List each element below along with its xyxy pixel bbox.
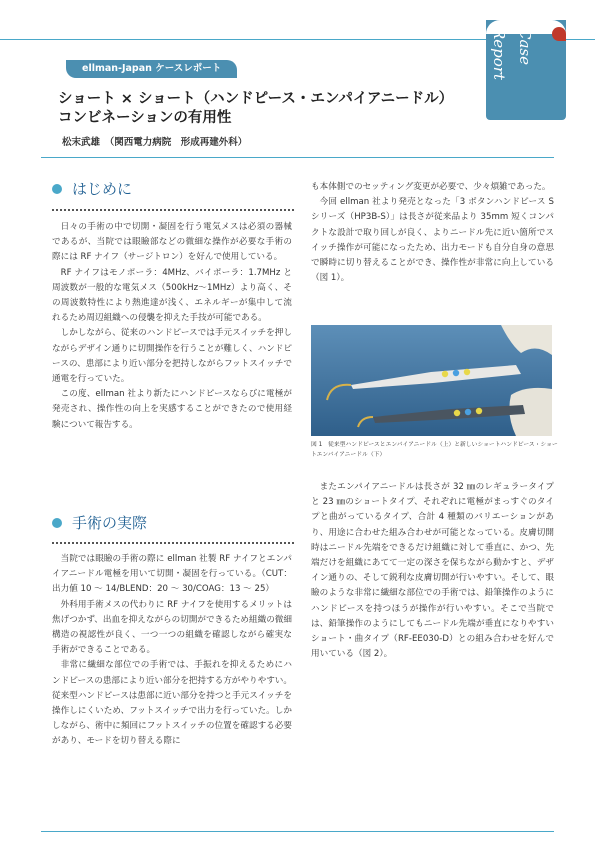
author-line: 松末武雄 （関西電力病院 形成再建外科） — [62, 137, 248, 148]
paragraph: またエンパイアニードルは長さが 32 ㎜のレギュラータイプと 23 ㎜のショートタイプ、それぞれに電極がまっすぐのタイプと曲がっているタイプ、合計 4 種類のバリエーションがあり、用途に合わせた組み合わせが可能となっている。皮膚切開時はニードル先端をできるだけ組織に対して垂直に、かつ、先端だけを組織にあてて一定の深さを保ちながら動かすと、デザイン通りの、そして鋭利な皮膚切開が行いやすい。そして、眼瞼のような非常に繊細な部位での手術では、鉛筆操作のようにハンドピースを持つほうが操作が行いやすい。そこで当院では、鉛筆操作のようにしてもニードル先端が垂直になりやすいショート・曲タイプ（RF-EE030-D）との組み合わせを好んで用いている（図 2）。 — [311, 482, 554, 660]
dotted-divider — [52, 209, 294, 211]
footer-divider — [41, 831, 554, 832]
dotted-divider — [52, 542, 294, 544]
section-title: 手術の実際 — [72, 514, 148, 532]
tab-label-report: Report — [490, 28, 508, 81]
section-heading-intro — [52, 180, 132, 198]
button-blue — [453, 370, 459, 376]
heading-bullet-icon — [52, 184, 62, 194]
intro-body — [52, 220, 292, 433]
section-title: はじめに — [72, 180, 133, 198]
button-yellow — [442, 371, 448, 377]
paragraph: 外科用手術メスの代わりに RF ナイフを使用するメリットは焦げつかず、出血を抑えながらの切開ができるため組織の微細構造の視認性が良く、一つ一つの組織を確認しながら確実な手術ができることである。 — [52, 599, 292, 656]
series-badge: ellman-Japan ケースレポート — [66, 60, 237, 78]
paragraph: しかしながら、従来のハンドピースでは手元スイッチを押しながらデザイン通りに切開操作を行うことが難しく、ハンドピースの、患部により近い部分を把持しながらフットスイッチで通電を行っていた。 — [52, 328, 292, 385]
handpiece-illustration — [311, 325, 552, 436]
paragraph: 当院では眼瞼の手術の際に ellman 社製 RF ナイフとエンパイアニードル電極を用いて切開・凝固を行っている。（CUT：出力値 10 ～ 14/BLEND：20 ～ 30/COAG：13 ～ 25） — [52, 554, 292, 595]
figure-1-caption: 図 1 従来型ハンドピースとエンパイアニードル（上）と新しいショートハンドピース・ショートエンパイアニードル（下） — [311, 442, 558, 458]
button-yellow — [476, 408, 482, 414]
paragraph: 日々の手術の中で切開・凝固を行う電気メスは必須の器械であるが、当院では眼瞼部などの微細な操作が必要な手術の際には RF ナイフ（サージトロン）を好んで使用している。 — [52, 222, 292, 263]
paragraph: 今回 ellman 社より発売となった「3 ボタンハンドピース S シリーズ（HP3B-S）」は長さが従来品より 35mm 短くコンパクトな設計で取り回しが良く、よりニードル先に近い箇所でスイッチ操作が可能になったため、出力モードも自分自身の意思で瞬時に切り替えることができ、操作性が非常に向上している（図 1）。 — [311, 197, 554, 284]
header-divider — [41, 157, 554, 158]
heading-bullet-icon — [52, 518, 62, 528]
right-bottom-body — [311, 480, 554, 662]
button-yellow — [454, 410, 460, 416]
paragraph: 非常に繊細な部位での手術では、手振れを抑えるためにハンドピースの患部により近い部分を把持する方がやりやすい。従来型ハンドピースは患部に近い部分を持つと手元スイッチを操作しにくいため、フットスイッチで出力を行っていた。しかしながら、術中に頻回にフットスイッチの位置を確認する必要があり、モードを切り替える際に — [52, 660, 292, 747]
title-line-2: コンビネーションの有用性 — [58, 110, 232, 126]
button-yellow — [464, 369, 470, 375]
right-top-body — [311, 180, 554, 286]
tab-label-case: Case — [516, 28, 534, 65]
paragraph: この度、ellman 社より新たにハンドピースならびに電極が発売され、操作性の向上を実感することができたので使用経験について報告する。 — [52, 389, 292, 430]
paragraph: RF ナイフはモノポーラ：4MHz、バイポーラ：1.7MHz と周波数が一般的な電気メス（500kHz～1MHz）より高く、その周波数特性により熱進達が浅く、エネルギーが集中して流れるため周辺組織への侵襲を抑えた手技が可能である。 — [52, 267, 292, 324]
title-line-1: ショート × ショート（ハンドピース・エンパイアニードル） — [58, 91, 454, 107]
paragraph: も本体側でのセッティング変更が必要で、少々煩雑であった。 — [311, 182, 551, 192]
button-blue — [465, 409, 471, 415]
article-title — [58, 90, 488, 128]
practice-body — [52, 552, 292, 750]
figure-1-photo — [311, 325, 552, 436]
red-corner-mark — [552, 27, 566, 41]
section-heading-practice — [52, 514, 147, 532]
